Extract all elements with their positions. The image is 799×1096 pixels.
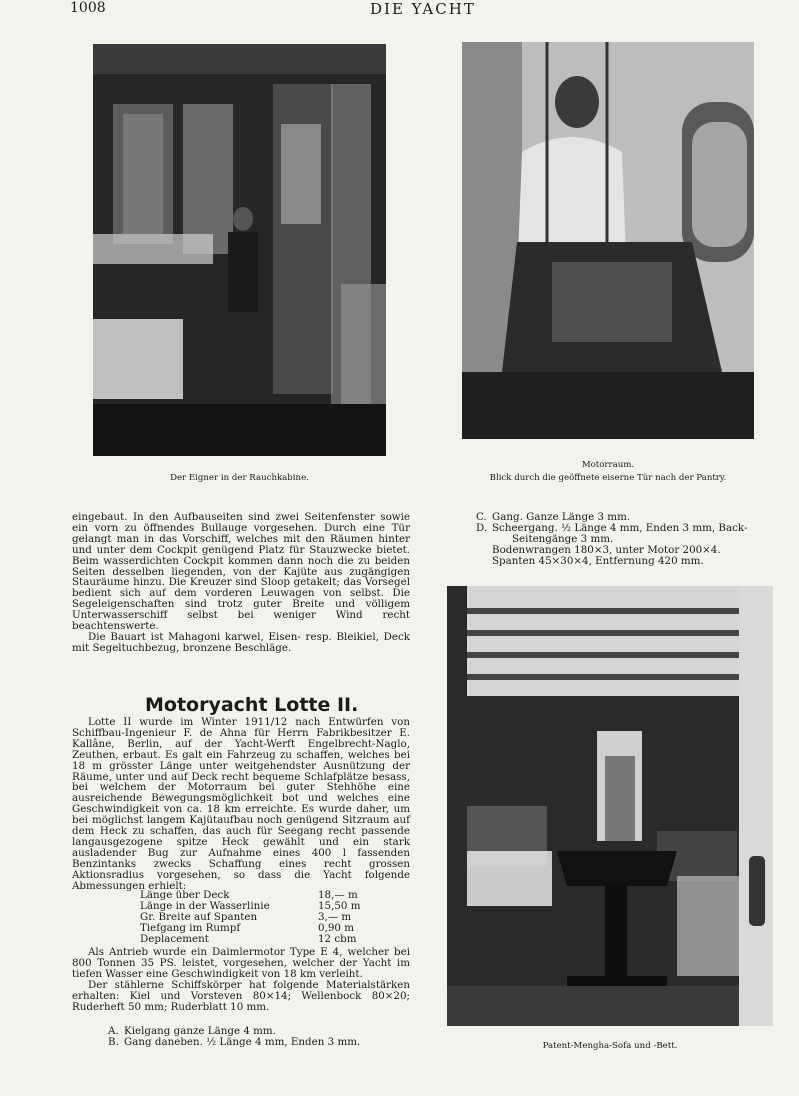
photo-rauchkabine-image (93, 44, 386, 456)
dimension-label: Gr. Breite auf Spanten (140, 910, 258, 923)
photo-sofa (447, 586, 773, 1026)
caption-sofa: Patent-Mengha-Sofa und -Bett. (542, 1041, 678, 1051)
list-key: D. (476, 522, 488, 534)
photo-sofa-image (447, 586, 773, 1026)
list-text: Scheergang. ½ Länge 4 mm, Enden 3 mm, Back- (492, 522, 748, 534)
list-key: B. (108, 1036, 119, 1048)
caption-motorraum-sub: Blick durch die geöffnete eiserne Tür nach der Pantry. (489, 473, 727, 483)
list-key: C. (476, 511, 487, 523)
journal-title: DIE YACHT (370, 0, 476, 18)
dimension-value: 18,— m (318, 889, 358, 901)
material-list-right (476, 512, 776, 567)
paragraph-antrieb: Als Antrieb wurde ein Daimlermotor Type E 4, welcher bei 800 Tonnen 35 PS. leistet, vorgesehen, welcher der Yacht im tiefen Wasser eine Geschwindigkeit von 18 km verleiht. (72, 946, 410, 980)
dimension-label: Länge über Deck (140, 889, 230, 901)
dimension-value: 0,90 m (318, 921, 354, 934)
paragraph-lotte: Lotte II wurde im Winter 1911/12 nach Entwürfen von Schiffbau-Ingenieur F. de Ahna für Herrn Fabrikbesitzer E. Kallâne, Berlin, auf der Yacht-Werft Engelbrecht-Naglo, Zeuthen, erbaut. Es galt ein Fahrzeug zu schaffen, welches bei 18 m grösster Länge unter weitgehendster Ausnützung der Räume, unter und auf Deck recht bequeme Schlafplätze besass, bei welchem der Motorraum bei guter Stehhöhe eine ausreichende Bewegungsmöglichkeit bot und welches eine Geschwindigkeit von ca. 18 km erreichte. Es wurde daher, um bei möglichst langem Kajütaufbau noch genügend Sitzraum auf dem Heck zu schaffen, das auch für Seegang recht passende langausgezogene spitze Heck gewählt und ein stark ausladender Bug zur Aufnahme eines 400 l fassenden Benzintanks zwecks Schaffung eines recht grossen Aktionsradius vorgesehen, so dass die Yacht folgende Abmessungen erhielt: (72, 716, 410, 892)
dimension-value: 15,50 m (318, 899, 361, 912)
dimension-label: Länge in der Wasserlinie (140, 899, 270, 912)
list-key: A. (108, 1025, 119, 1037)
dimension-value: 12 cbm (318, 932, 357, 945)
dimension-row (140, 923, 380, 934)
photo-rauchkabine (93, 44, 386, 456)
list-continuation: Bodenwrangen 180×3, unter Motor 200×4. (492, 544, 721, 556)
paragraph-aufbau: eingebaut. In den Aufbauseiten sind zwei Seitenfenster sowie ein vorn zu öffnendes Bullauge vorgesehen. Durch eine Tür gelangt man in das Vorschiff, welches mit den Räumen hinter und unter dem Cockpit genügend Platz für Stauzwecke bietet. Beim wasserdichten Cockpit kommen dann noch die zu beiden Seiten desselben liegenden, von der Kajüte aus zugängigen Stauräume hinzu. Die Kreuzer sind Sloop getakelt; das Vorsegel bedient sich auf dem vorderen Leuwagen von selbst. Die Segeleigenschaften sind trotz guter Breite und völligem Unterwasserschiff selbst bei weniger Wind recht beachtenswerte. (72, 511, 410, 633)
paragraph-bauart: Die Bauart ist Mahagoni karwel, Eisen- resp. Bleikiel, Deck mit Segeltuchbezug, bronzene Beschläge. (72, 630, 410, 654)
dimensions-table (140, 890, 380, 944)
left-column-bottom-text (72, 947, 410, 1012)
list-item (108, 1037, 408, 1048)
dimension-label: Tiefgang im Rumpf (140, 921, 241, 934)
list-text: Gang daneben. ½ Länge 4 mm, Enden 3 mm. (124, 1036, 361, 1048)
list-continuation: Seitengänge 3 mm. (512, 533, 614, 545)
photo-motorraum-image (462, 42, 754, 439)
paragraph-schiffskoerper: Der stählerne Schiffskörper hat folgende Materialstärken erhalten: Kiel und Vorsteven 80×14; Wellenbock 80×20; Ruderheft 50 mm; Ruderblatt 10 mm. (72, 978, 410, 1013)
list-continuation: Spanten 45×30×4, Entfernung 420 mm. (492, 555, 704, 567)
material-list-left (108, 1026, 408, 1048)
left-column-main-text (72, 717, 410, 892)
dimension-value: 3,— m (318, 910, 352, 923)
section-heading: Motoryacht Lotte II. (145, 694, 359, 716)
dimension-row (140, 934, 380, 945)
caption-motorraum-title: Motorraum. (581, 460, 635, 470)
list-text: Kielgang ganze Länge 4 mm. (124, 1025, 276, 1037)
photo-motorraum (462, 42, 754, 439)
list-text: Gang. Ganze Länge 3 mm. (492, 511, 631, 523)
caption-rauchkabine: Der Eigner in der Rauchkabine. (170, 473, 309, 483)
page-number: 1008 (70, 0, 106, 16)
dimension-label: Deplacement (140, 932, 209, 945)
left-column-top-text (72, 512, 410, 654)
